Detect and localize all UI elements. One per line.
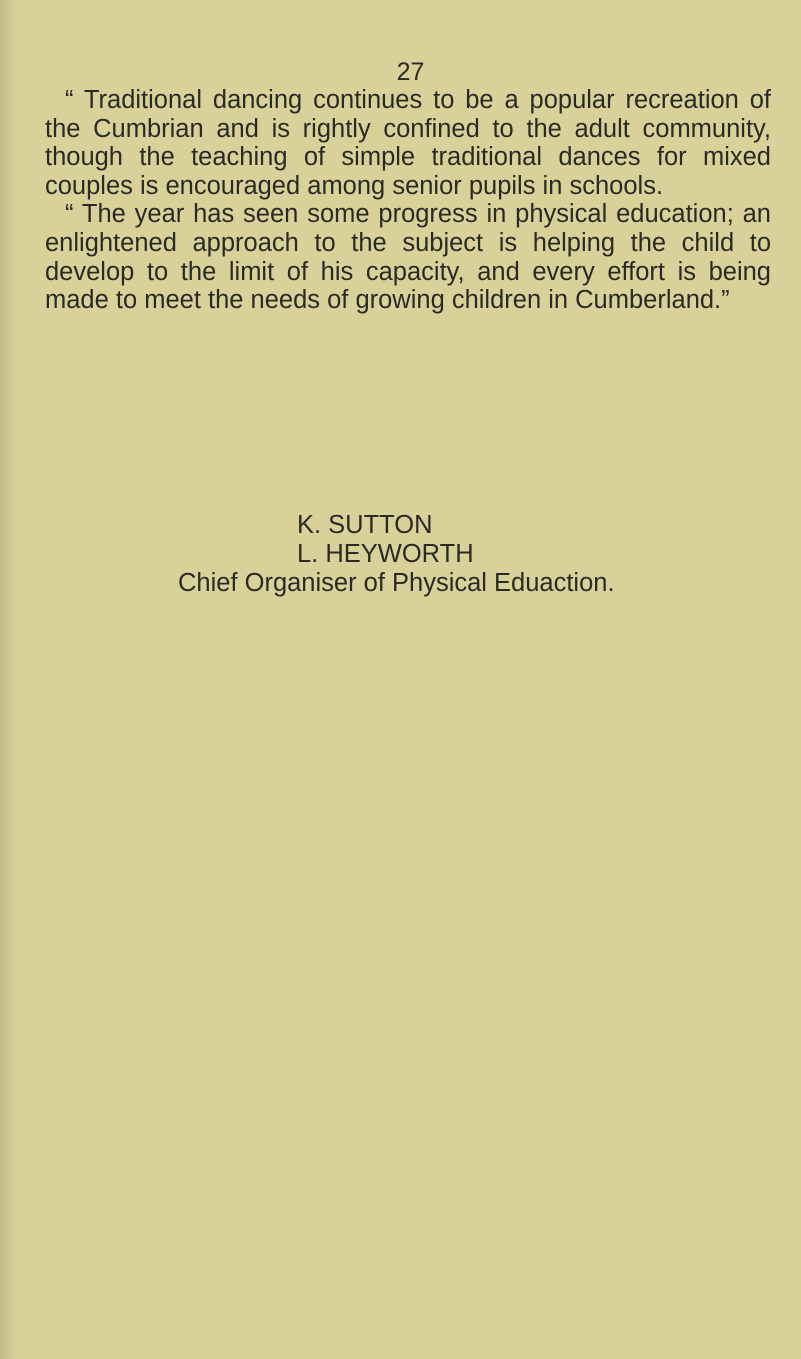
signatory-name-sutton: K. SUTTON	[297, 511, 433, 539]
page-binding-edge	[0, 0, 18, 1359]
signatory-title: Chief Organiser of Physical Eduaction.	[178, 569, 615, 597]
page-number: 27	[396, 58, 425, 86]
paragraph-physical-education: “ The year has seen some progress in physical education; an enlightened approach to the subject is helping the child to develop to the limit of his capacity, and every effort is being made to meet the needs of growing children in Cumberland.”	[45, 200, 771, 315]
paragraph-traditional-dancing: “ Traditional dancing continues to be a popular recreation of the Cumbrian and is rightly confined to the adult community, though the teaching of simple traditional dances for mixed couples is encouraged among senior pupils in schools.	[45, 86, 771, 200]
body-text	[45, 86, 771, 315]
signatory-name-heyworth: L. HEYWORTH	[297, 540, 474, 568]
